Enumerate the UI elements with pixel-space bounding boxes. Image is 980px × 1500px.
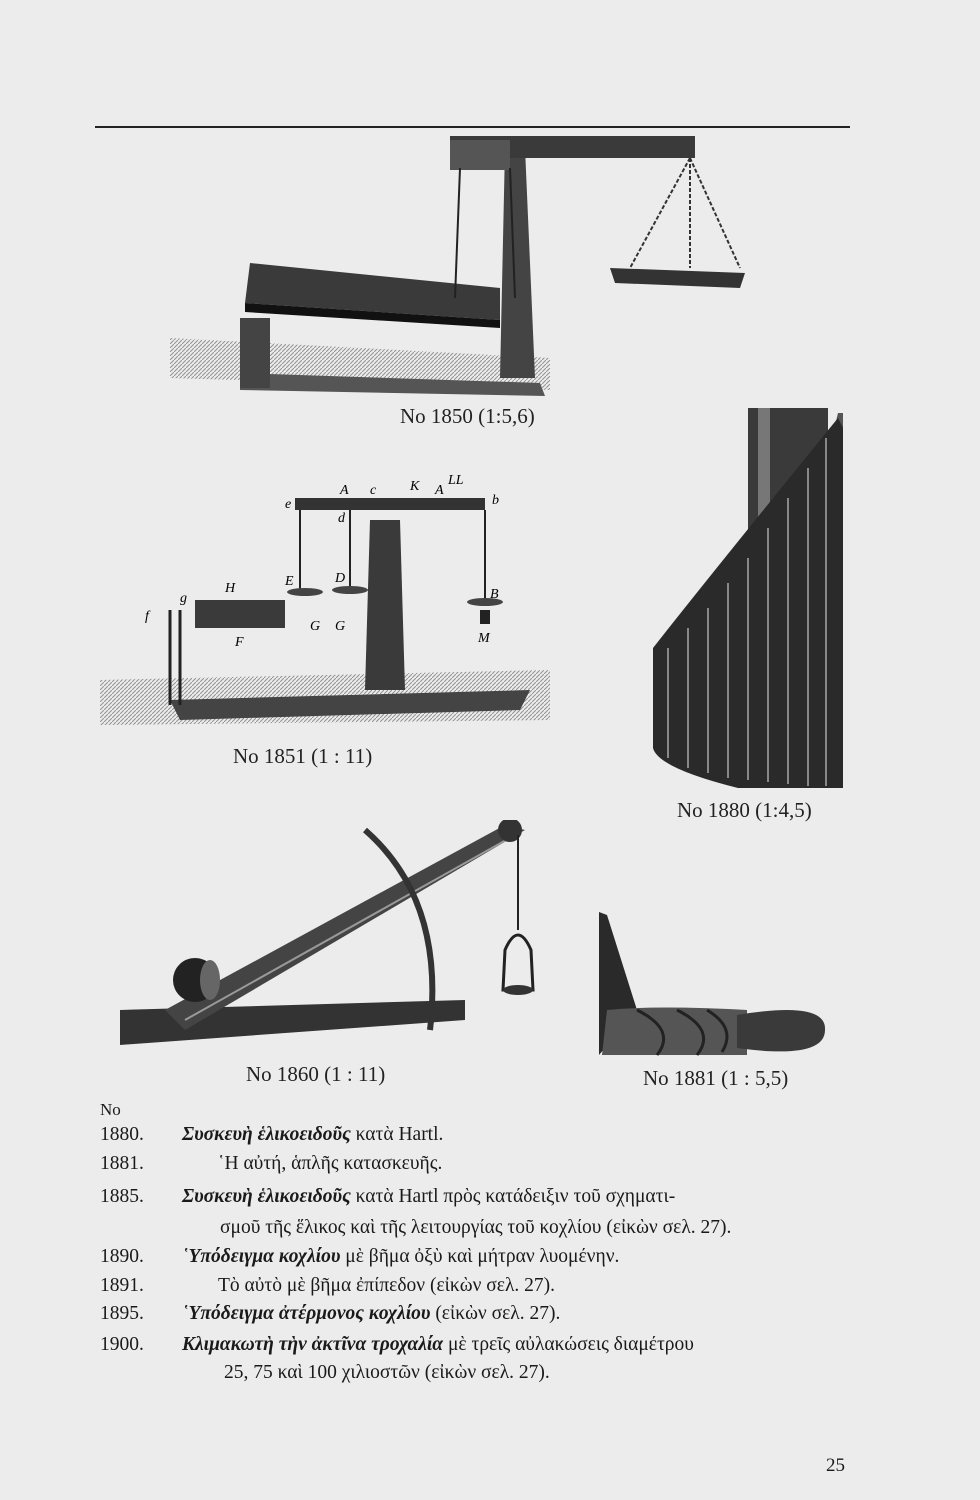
item-number: 1891. xyxy=(100,1275,144,1296)
item-number: 1881. xyxy=(100,1153,144,1174)
label-f: f xyxy=(145,609,149,624)
label-D: D xyxy=(335,571,346,586)
label-K: K xyxy=(410,479,420,494)
list-header: No xyxy=(100,1100,121,1119)
item-description-continued: 25, 75 καὶ 100 χιλιοστῶν (εἰκὼν σελ. 27). xyxy=(224,1362,550,1383)
item-title: ῾Υπόδειγμα κοχλίου xyxy=(182,1246,341,1267)
figure-1850-platform-scale xyxy=(170,128,750,398)
figure-1881-helical-wedge xyxy=(597,910,832,1060)
label-d: d xyxy=(338,511,345,526)
label-G: G xyxy=(310,619,321,634)
label-G2: G xyxy=(335,619,346,634)
item-number: 1900. xyxy=(100,1334,144,1355)
item-number: 1880. xyxy=(100,1124,144,1145)
label-M: M xyxy=(478,631,490,646)
item-description-continued: σμοῦ τῆς ἕλικος καὶ τῆς λειτουργίας τοῦ κοχλίου (εἰκὼν σελ. 27). xyxy=(220,1217,732,1238)
item-title: Συσκευὴ ἑλικοειδοῦς xyxy=(182,1186,351,1207)
page-number: 25 xyxy=(826,1455,845,1476)
item-description: Τὸ αὐτὸ μὲ βῆμα ἐπίπεδον (εἰκὼν σελ. 27). xyxy=(218,1275,556,1296)
item-description: κατὰ Hartl. xyxy=(350,1124,444,1145)
item-description: μὲ βῆμα ὀξὺ καὶ μήτραν λυομένην. xyxy=(340,1246,620,1267)
label-A2: A xyxy=(435,483,444,498)
item-description: (εἰκὼν σελ. 27). xyxy=(430,1303,561,1324)
figure-1851-caption: No 1851 (1 : 11) xyxy=(233,744,373,768)
label-c: c xyxy=(370,483,377,498)
figure-1880-caption: No 1880 (1:4,5) xyxy=(677,798,812,822)
label-e: e xyxy=(285,497,292,512)
label-E: E xyxy=(285,574,294,589)
label-b: b xyxy=(492,493,499,508)
label-F: F xyxy=(235,635,244,650)
label-A: A xyxy=(340,483,349,498)
figure-1860-inclined-plane xyxy=(115,820,535,1060)
item-title: Κλιμακωτὴ τὴν ἀκτῖνα τροχαλία xyxy=(182,1334,444,1355)
item-description: κατὰ Hartl πρὸς κατάδειξιν τοῦ σχηματι- xyxy=(350,1186,676,1207)
figure-1851-lever-balance xyxy=(100,470,550,730)
item-number: 1890. xyxy=(100,1246,144,1267)
label-LL: LL xyxy=(448,473,464,488)
item-title: ῾Υπόδειγμα ἀτέρμονος κοχλίου xyxy=(182,1303,431,1324)
item-title: Συσκευὴ ἑλικοειδοῦς xyxy=(182,1124,351,1145)
figure-1850-caption: No 1850 (1:5,6) xyxy=(400,404,535,428)
item-description: μὲ τρεῖς αὐλακώσεις διαμέτρου xyxy=(443,1334,694,1355)
label-g: g xyxy=(180,591,187,606)
label-B: B xyxy=(490,587,499,602)
item-number: 1885. xyxy=(100,1186,144,1207)
figure-1881-caption: No 1881 (1 : 5,5) xyxy=(643,1066,789,1090)
figure-1860-caption: No 1860 (1 : 11) xyxy=(246,1062,386,1086)
figure-1880-helical-apparatus xyxy=(648,408,848,788)
label-H: H xyxy=(225,581,236,596)
item-number: 1895. xyxy=(100,1303,144,1324)
item-description: ῾Η αὐτή, ἁπλῆς κατασκευῆς. xyxy=(218,1153,443,1174)
